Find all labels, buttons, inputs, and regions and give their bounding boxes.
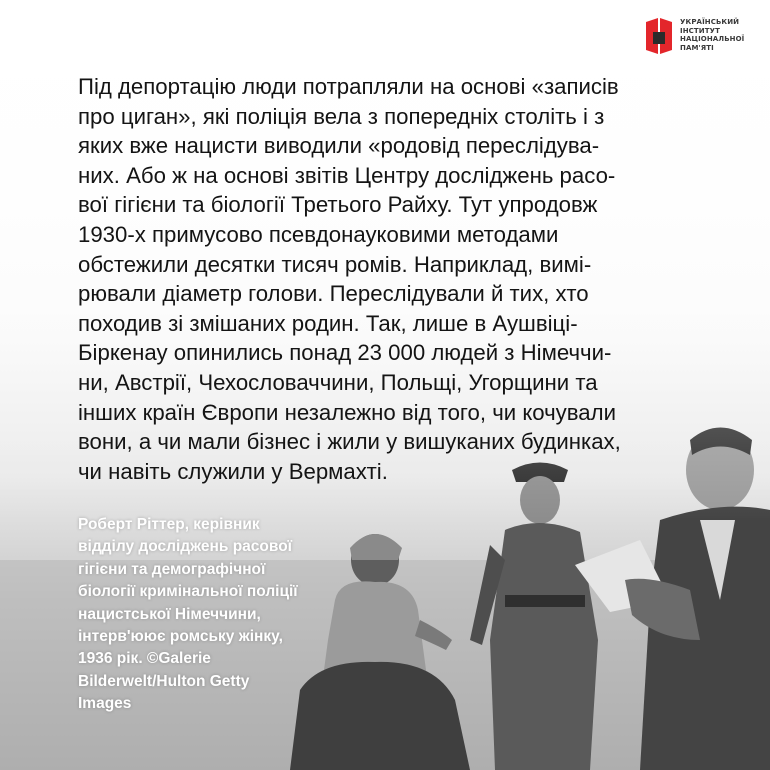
photo-caption (78, 514, 318, 716)
paragraph-line: Біркенау опинились понад 23 000 людей з Німеччи- (78, 340, 612, 366)
caption-line: Bilderwelt/Hulton Getty (78, 672, 250, 690)
paragraph-line: походив зі змішаних родин. Так, лише в Аушвіці- (78, 310, 578, 336)
caption-line: гігієни та демографічної (78, 560, 266, 578)
paragraph-line: вони, а чи мали бізнес і жили у вишуканих будинках, (78, 429, 621, 455)
uinp-logo-icon (644, 16, 674, 56)
logo-line: ІНСТИТУТ (680, 26, 720, 35)
paragraph-line: рювали діаметр голови. Переслідували й тих, хто (78, 281, 589, 307)
caption-line: нацистської Німеччини, (78, 605, 261, 623)
paragraph-line: чи навіть служили у Вермахті. (78, 458, 388, 484)
paragraph-line: Під депортацію люди потрапляли на основі «записів (78, 74, 619, 99)
caption-line: Роберт Ріттер, керівник (78, 516, 260, 533)
caption-line: біології кримінальної поліції (78, 583, 298, 601)
caption-line: відділу досліджень расової (78, 538, 293, 556)
caption-line: 1936 рік. ©Galerie (78, 650, 211, 668)
paragraph-line: них. Або ж на основі звітів Центру досліджень расо- (78, 162, 616, 188)
paragraph-line: інших країн Європи незалежно від того, чи кочували (78, 399, 616, 425)
paragraph-line: 1930-х примусово псевдонауковими методами (78, 221, 559, 247)
paragraph-line: про циган», які поліція вела з попередніх століть і з (78, 103, 605, 129)
paragraph-line: яких вже нацисти виводили «родовід переслідува- (78, 133, 600, 159)
institute-logo (644, 16, 770, 56)
paragraph-line: ни, Австрії, Чехословаччини, Польщі, Угорщини та (78, 369, 598, 395)
logo-text (680, 18, 770, 52)
logo-line: ПАМ'ЯТІ (680, 43, 714, 52)
logo-line: НАЦІОНАЛЬНОЇ (680, 35, 745, 43)
logo-line: УКРАЇНСЬКИЙ (680, 18, 740, 26)
paragraph-line: вої гігієни та біології Третього Райху. Тут упродовж (78, 192, 598, 218)
caption-line: інтерв'юює ромську жінку, (78, 628, 283, 646)
caption-line: Images (78, 695, 132, 713)
paragraph-line: обстежили десятки тисяч ромів. Наприклад, вимі- (78, 251, 592, 277)
main-paragraph (78, 72, 698, 486)
